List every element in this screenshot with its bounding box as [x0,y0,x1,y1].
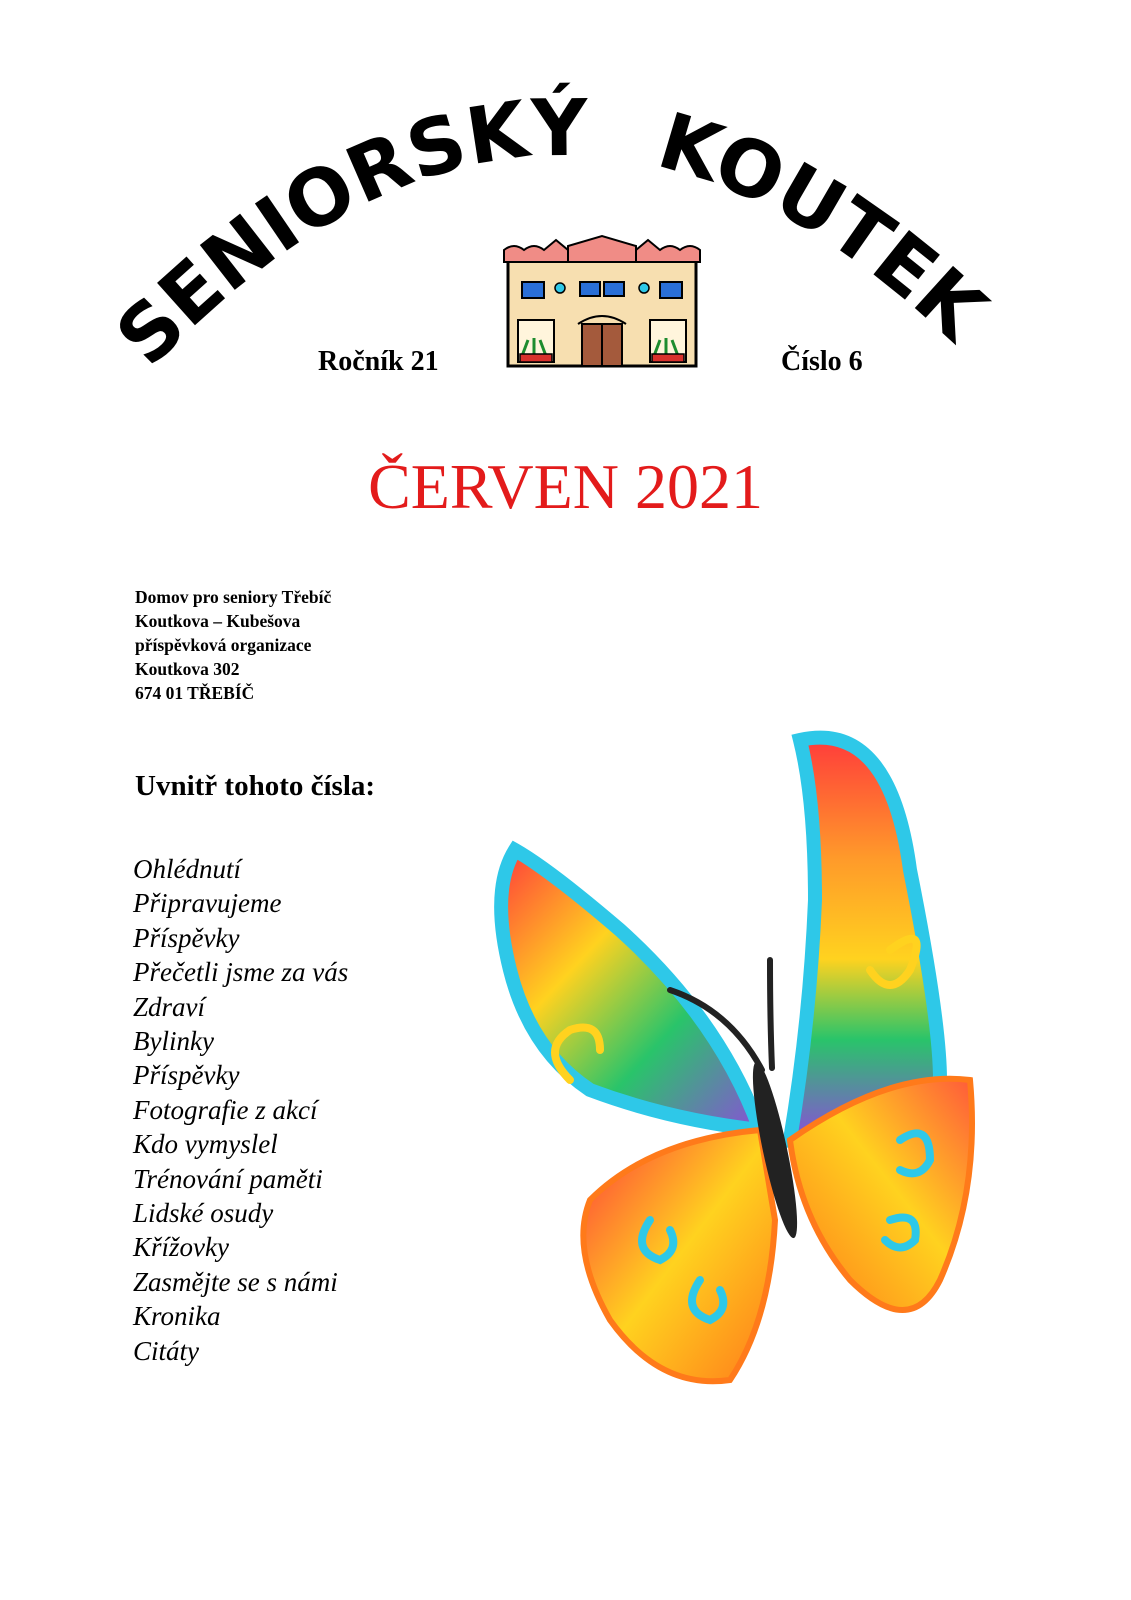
contents-item: Citáty [133,1335,199,1366]
contents-item: Kronika [133,1301,221,1332]
contents-item: Zasmějte se s námi [133,1266,338,1297]
contents-item: Fotografie z akcí [133,1094,318,1125]
issue-month: ČERVEN 2021 [368,451,763,522]
contents-item: Kdo vymyslel [133,1129,278,1160]
lower-left-wing [583,1130,775,1381]
contents-item: Lidské osudy [133,1198,274,1229]
issue-label: Číslo 6 [781,346,863,377]
address-line: Koutkova – Kubešova [135,611,301,631]
building-icon [504,236,700,366]
contents-item: Bylinky [133,1026,214,1057]
contents-heading: Uvnitř tohoto čísla: [135,770,376,802]
address-line: Koutkova 302 [135,659,240,679]
contents-item: Ohlédnutí [133,854,241,884]
volume-label: Ročník 21 [318,346,439,377]
address-line: Domov pro seniory Třebíč [135,587,332,607]
contents-list [133,852,348,1368]
contents-item: Přečetli jsme za vás [133,957,349,988]
contents-item: Trénování paměti [133,1163,323,1194]
butterfly-antenna [770,960,772,1068]
contents-item: Křížovky [133,1232,229,1263]
publisher-address [135,585,331,705]
contents-item: Příspěvky [133,922,240,953]
masthead-title-left: SENIORSKÝ [99,83,588,384]
butterfly-illustration [470,720,1030,1410]
contents-item: Zdraví [133,991,206,1022]
address-line: příspěvková organizace [135,635,312,655]
contents-item: Příspěvky [133,1060,240,1091]
masthead-title-right: KOUTEK [648,96,1002,358]
upper-left-wing [501,850,760,1130]
address-line: 674 01 TŘEBÍČ [135,683,255,703]
masthead [0,0,1131,420]
contents-item: Připravujeme [133,888,282,919]
